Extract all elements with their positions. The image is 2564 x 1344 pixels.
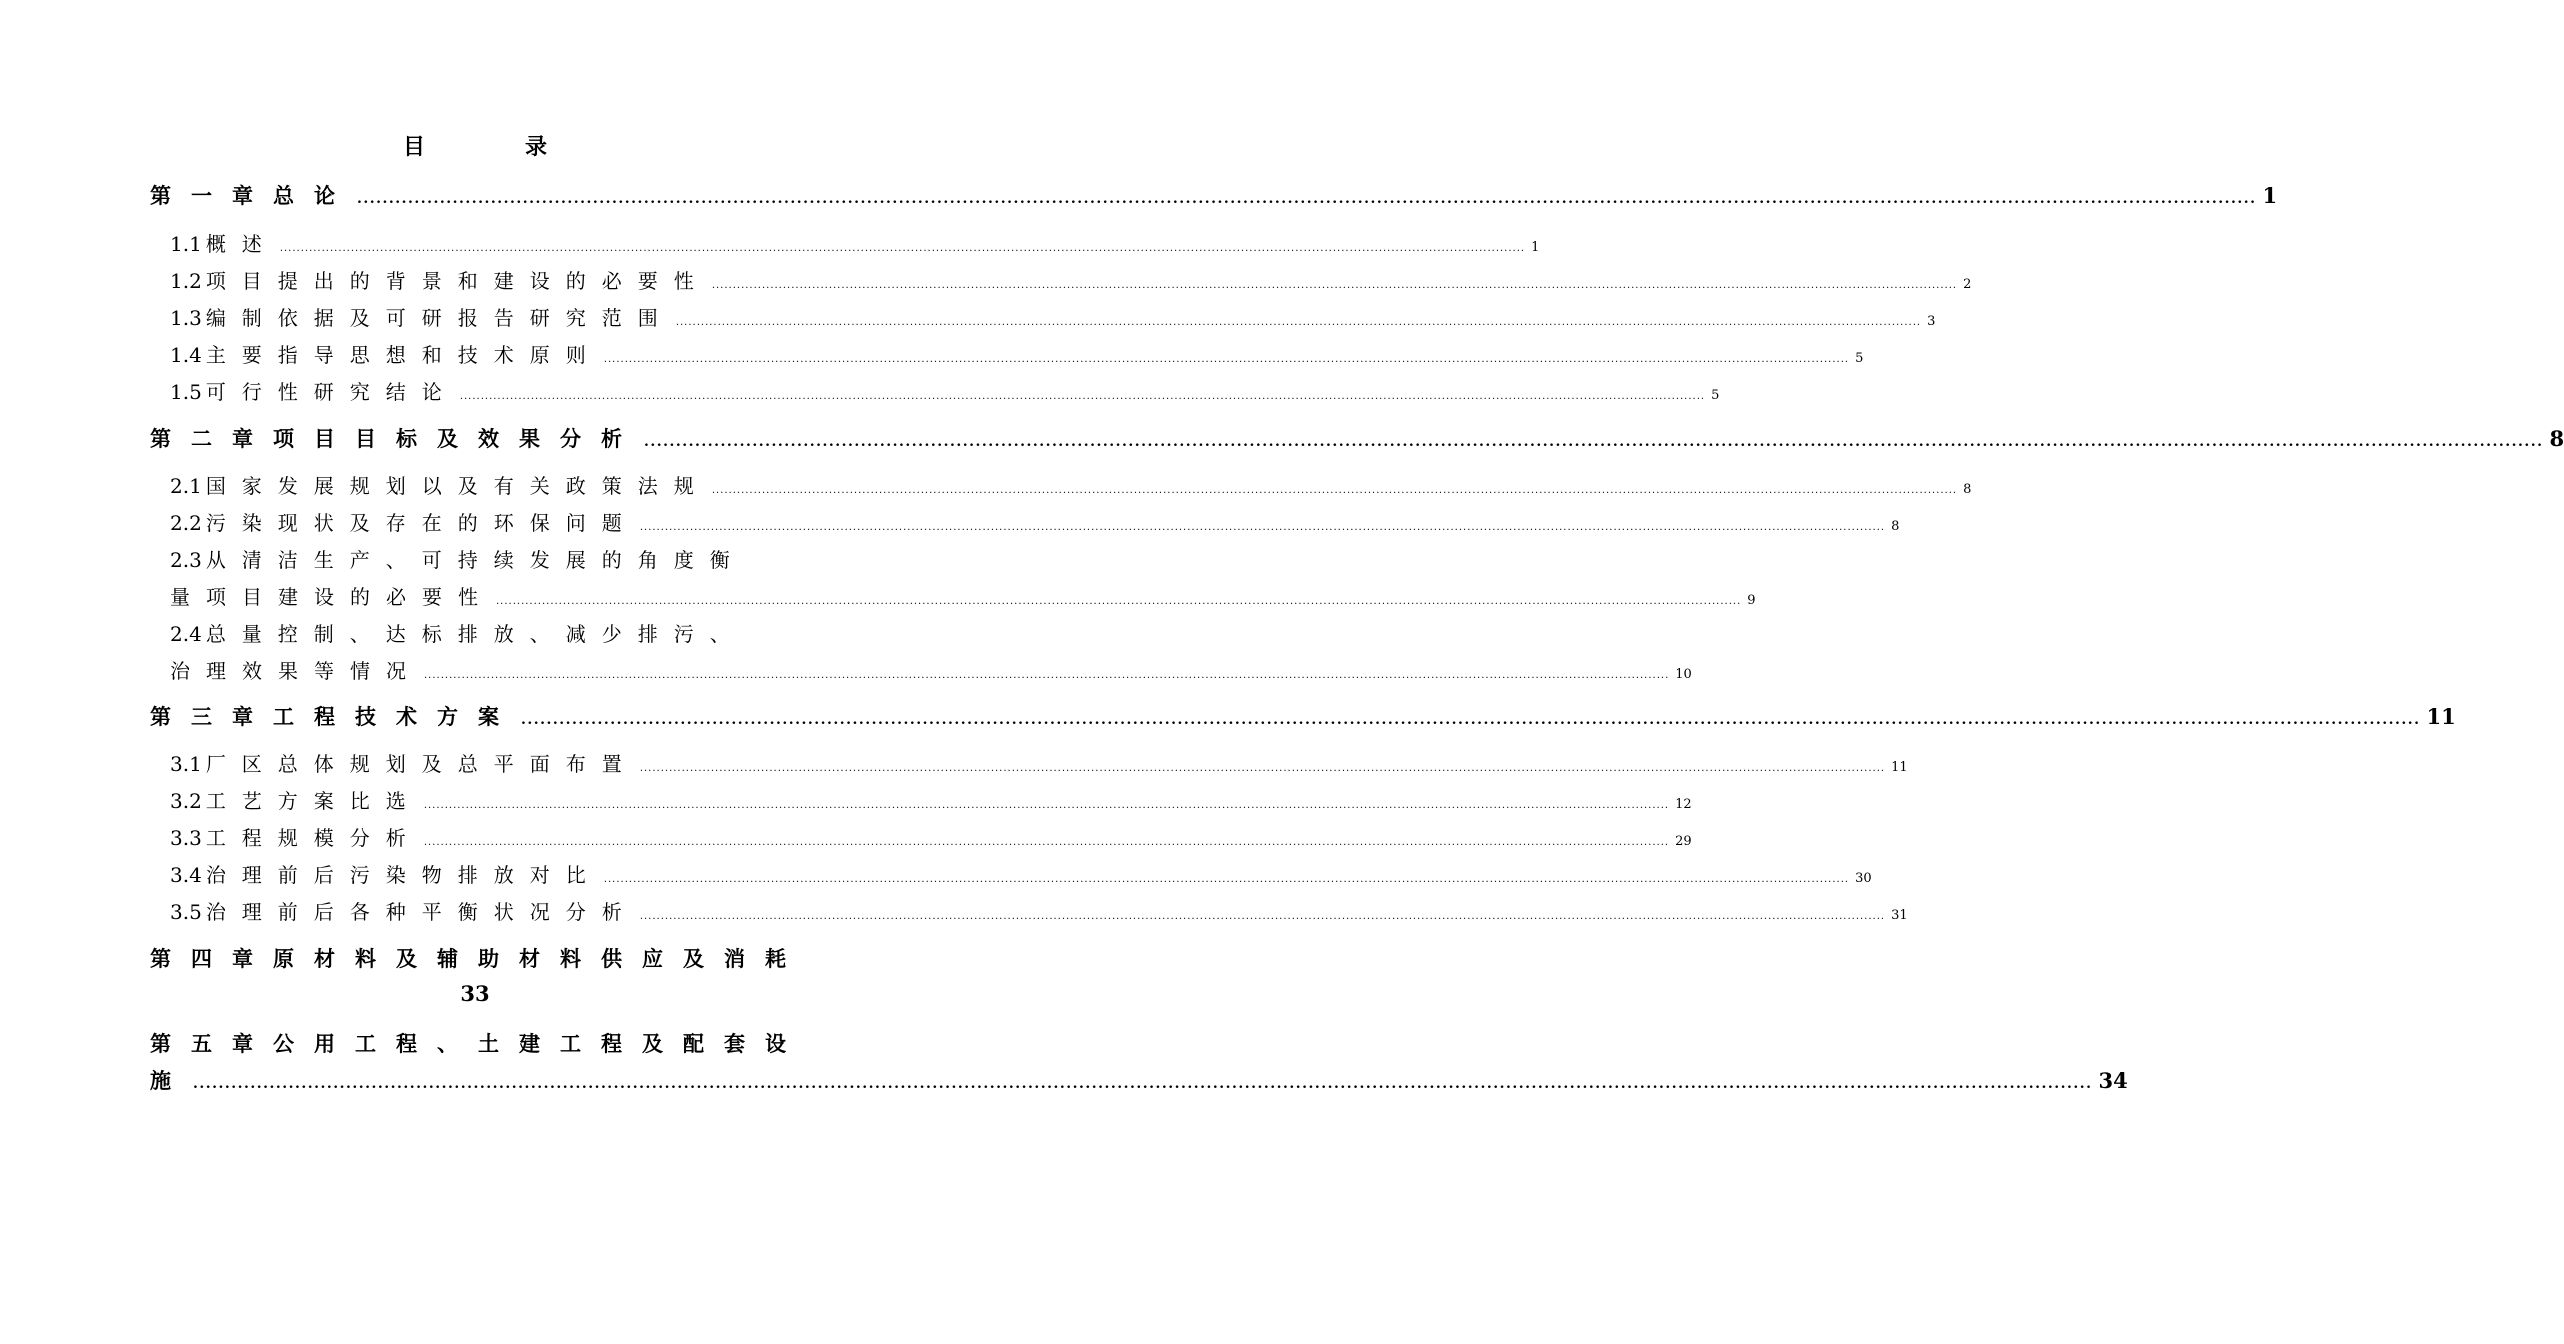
dot-leader: .......................................................................................................................................................................................................................................................................................................... [423, 800, 1670, 811]
toc-section-2-2[interactable] [170, 507, 1900, 536]
toc-section-3-5[interactable] [170, 896, 1908, 925]
section-title-line-1: 从清洁生产、可持续发展的角度衡 [205, 548, 746, 572]
chapter-label: 第二章 [150, 426, 273, 451]
dot-leader: .......................................................................................................................................................................................................................................................................................................... [644, 434, 2544, 450]
page-number: 11 [2426, 704, 2456, 729]
toc-section-3-2[interactable] [170, 785, 1692, 814]
page-number: 10 [1675, 667, 1692, 682]
section-title: 污染现状及存在的环保问题 [205, 511, 638, 535]
section-number: 1.1 [170, 232, 202, 256]
section-title: 概述 [205, 232, 278, 256]
section-title: 治理前后各种平衡状况分析 [205, 900, 638, 924]
dot-leader: .......................................................................................................................................................................................................................................................................................................... [639, 911, 1886, 922]
dot-leader: .......................................................................................................................................................................................................................................................................................................... [603, 354, 1850, 365]
page-number: 31 [1891, 908, 1908, 923]
toc-section-3-3[interactable] [170, 822, 1692, 851]
page-number: 34 [2098, 1068, 2128, 1093]
section-number: 2.1 [170, 474, 202, 498]
toc-section-2-4[interactable] [170, 618, 800, 647]
section-title: 国家发展规划以及有关政策法规 [205, 474, 710, 498]
section-number: 2.4 [170, 622, 202, 646]
section-title: 项目提出的背景和建设的必要性 [205, 269, 710, 293]
toc-chapter-2[interactable] [150, 423, 2564, 453]
toc-chapter-5-cont[interactable] [150, 1065, 2128, 1095]
section-title: 治理前后污染物排放对比 [205, 863, 602, 887]
dot-leader: .......................................................................................................................................................................................................................................................................................................... [711, 485, 1958, 496]
section-number: 3.3 [170, 826, 202, 850]
page-number: 1 [1531, 240, 1540, 255]
section-number: 1.2 [170, 269, 202, 293]
page-number: 9 [1747, 593, 1756, 608]
toc-chapter-3[interactable] [150, 701, 2456, 731]
chapter-label: 第一章 [150, 183, 273, 208]
dot-leader: .......................................................................................................................................................................................................................................................................................................... [424, 670, 1670, 681]
page-number: 2 [1963, 277, 1972, 292]
toc-section-3-4[interactable] [170, 859, 1872, 888]
section-number: 3.5 [170, 900, 202, 924]
toc-section-3-1[interactable] [170, 748, 1908, 777]
section-title: 可行性研究结论 [205, 380, 458, 404]
section-number: 3.1 [170, 752, 202, 776]
toc-section-1-4[interactable] [170, 339, 1864, 368]
chapter-title: 工程技术方案 [273, 704, 519, 729]
chapter-label: 第五章 [150, 1031, 273, 1056]
toc-chapter-4-page: 33 [460, 981, 490, 1006]
toc-section-1-3[interactable] [170, 302, 1936, 331]
page-number: 5 [1855, 351, 1864, 366]
toc-section-1-2[interactable] [170, 265, 1972, 294]
dot-leader: .......................................................................................................................................................................................................................................................................................................... [193, 1076, 2093, 1092]
chapter-title: 总论 [273, 183, 355, 208]
section-number: 2.3 [170, 548, 202, 572]
section-number: 3.4 [170, 863, 202, 887]
section-number: 3.2 [170, 789, 202, 813]
dot-leader: .......................................................................................................................................................................................................................................................................................................... [279, 243, 1526, 254]
section-title: 厂区总体规划及总平面布置 [205, 752, 638, 776]
section-title-line-2: 治理效果等情况 [170, 659, 422, 683]
dot-leader: .......................................................................................................................................................................................................................................................................................................... [711, 280, 1958, 291]
toc-title: 目录 [402, 134, 647, 160]
dot-leader: .......................................................................................................................................................................................................................................................................................................... [521, 712, 2421, 728]
dot-leader: .......................................................................................................................................................................................................................................................................................................... [459, 391, 1706, 402]
page-number: 30 [1855, 871, 1872, 886]
toc-chapter-1[interactable] [150, 180, 2278, 210]
section-number: 1.3 [170, 306, 202, 330]
page-number: 8 [2549, 426, 2564, 451]
page-number: 1 [2262, 183, 2278, 208]
page-number: 29 [1675, 834, 1692, 849]
section-title: 工艺方案比选 [205, 789, 422, 813]
dot-leader: .......................................................................................................................................................................................................................................................................................................... [496, 596, 1742, 607]
page-number: 11 [1891, 760, 1908, 775]
chapter-label: 第三章 [150, 704, 273, 729]
toc-section-1-1[interactable] [170, 228, 1540, 257]
section-title-line-2: 量项目建设的必要性 [170, 585, 494, 609]
chapter-title-line-2: 施 [150, 1068, 191, 1093]
dot-leader: .......................................................................................................................................................................................................................................................................................................... [357, 191, 2257, 207]
dot-leader: .......................................................................................................................................................................................................................................................................................................... [675, 317, 1922, 328]
toc-section-1-5[interactable] [170, 376, 1720, 405]
dot-leader: .......................................................................................................................................................................................................................................................................................................... [639, 522, 1886, 533]
toc-section-2-4-cont[interactable] [170, 655, 1692, 684]
section-title: 编制依据及可研报告研究范围 [205, 306, 674, 330]
page-number: 8 [1891, 519, 1900, 534]
toc-chapter-5[interactable] [150, 1028, 806, 1058]
chapter-label: 第四章 [150, 946, 273, 971]
page-number: 5 [1711, 388, 1720, 403]
section-title-line-1: 总量控制、达标排放、减少排污、 [205, 622, 746, 646]
section-title: 工程规模分析 [205, 826, 422, 850]
dot-leader: .......................................................................................................................................................................................................................................................................................................... [603, 874, 1850, 885]
dot-leader: .......................................................................................................................................................................................................................................................................................................... [423, 837, 1670, 848]
page-number: 3 [1927, 314, 1936, 329]
section-number: 1.5 [170, 380, 202, 404]
toc-section-2-1[interactable] [170, 470, 1972, 499]
page-number: 8 [1963, 482, 1972, 497]
chapter-title-line-1: 公用工程、土建工程及配套设 [273, 1031, 806, 1056]
section-number: 1.4 [170, 343, 202, 367]
chapter-title: 原材料及辅助材料供应及消耗 [273, 946, 806, 971]
toc-section-2-3-cont[interactable] [170, 581, 1756, 610]
toc-section-2-3[interactable] [170, 544, 800, 573]
section-title: 主要指导思想和技术原则 [205, 343, 602, 367]
section-number: 2.2 [170, 511, 202, 535]
toc-chapter-4[interactable] [150, 943, 806, 973]
chapter-title: 项目目标及效果分析 [273, 426, 642, 451]
dot-leader: .......................................................................................................................................................................................................................................................................................................... [639, 763, 1886, 774]
page-number: 12 [1675, 797, 1692, 812]
